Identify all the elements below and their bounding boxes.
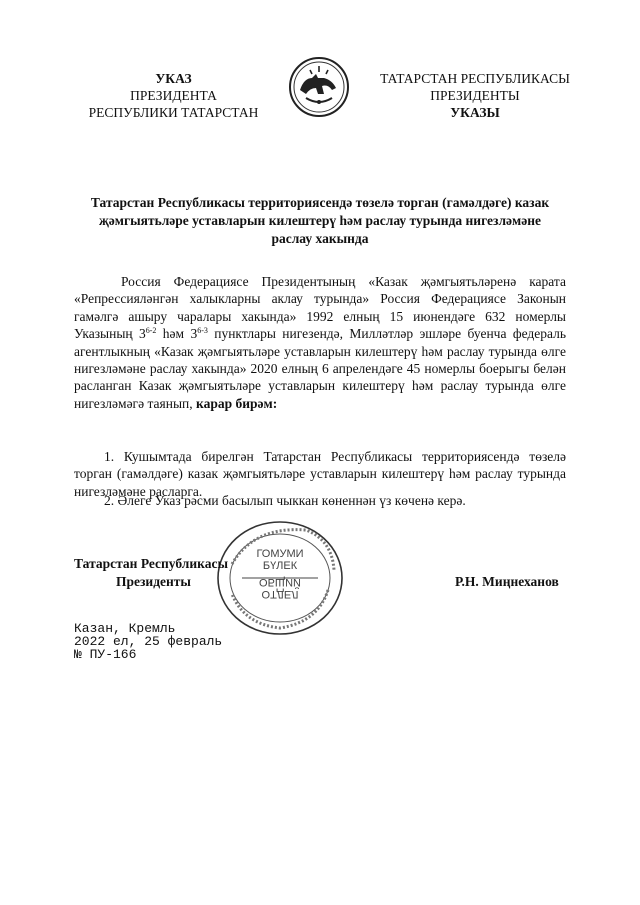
item-2-paragraph: 2. Әлеге Указ рәсми басылып чыккан көненнән үз көченә керә.	[104, 493, 466, 508]
stamp-line-3: ОБЩИЙ	[259, 576, 301, 588]
signature-position-line1: Татарстан Республикасы	[74, 556, 229, 571]
item-1-paragraph: 1. Кушымтада бирелгән Татарстан Республикасы территориясендә төзелә торган (гамәлдәге) казак җәмгыятьләре уставларын килештерү һәм раслау турында нигезләмәне расларга.	[74, 449, 566, 499]
stamp-line-1: ГОМУМИ	[256, 548, 304, 560]
preamble-superscript-1: 6-2	[145, 326, 157, 336]
footer-date: 2022 ел, 25 февраль	[74, 634, 223, 649]
official-stamp	[214, 518, 346, 638]
republic-label-ru: РЕСПУБЛИКИ ТАТАРСТАН	[88, 105, 259, 120]
stamp-text	[250, 548, 310, 600]
footer-place: Казан, Кремль	[74, 621, 176, 636]
president-label-ru: ПРЕЗИДЕНТА	[130, 88, 217, 103]
footer-number: № ПУ-166	[74, 647, 137, 662]
president-label-tt: ПРЕЗИДЕНТЫ	[430, 88, 520, 103]
decree-label-tt: УКАЗЫ	[450, 105, 500, 120]
decision-phrase: карар бирәм:	[196, 395, 278, 411]
signature-position-line2: Президенты	[116, 574, 191, 589]
header-left	[66, 70, 281, 121]
preamble-paragraph	[74, 273, 566, 412]
stamp-line-4: ОТДЕЛ	[261, 588, 299, 600]
preamble-text-3: пунктлары нигезендә, Милләтләр эшләре буенча федераль агентлыкның «Казак җәмгыятьләре уставларын килештерү һәм раслау турында өлге нигезләмәне раслау хакында» 2020 елның 6 апрелендәге 45 номерлы боерыгы белән расланган Казак җәмгыятьләре уставларын килештерү һәм раслау турында өлге нигезләмәгә таянып,	[74, 326, 566, 411]
document-title: Татарстан Республикасы территориясендә төзелә торган (гамәлдәге) казак җәмгыятьләре уставларын килештерү һәм раслау турында нигезләмәне раслау хакында	[90, 195, 550, 246]
decree-label-ru: УКАЗ	[155, 71, 192, 86]
tatarstan-coat-of-arms-icon	[288, 56, 350, 118]
republic-label-tt: ТАТАРСТАН РЕСПУБЛИКАСЫ	[380, 71, 570, 86]
stamp-line-2: БҮЛЕК	[262, 560, 298, 572]
header-right	[360, 70, 590, 121]
signatory-name: Р.Н. Миңнеханов	[455, 574, 559, 589]
preamble-text-1: Россия Федерациясе Президентының «Казак җәмгыятьләренә карата «Репрессияләнгән халыкларны аклау турында» Россия Федерациясе Законын гамәлгә ашыру чаралары хакында» 1992 елның 15 июнендәге 632 номерлы Указының 3	[74, 274, 566, 342]
preamble-superscript-2: 6-3	[197, 326, 208, 336]
preamble-text-2: һәм 3	[156, 326, 198, 342]
